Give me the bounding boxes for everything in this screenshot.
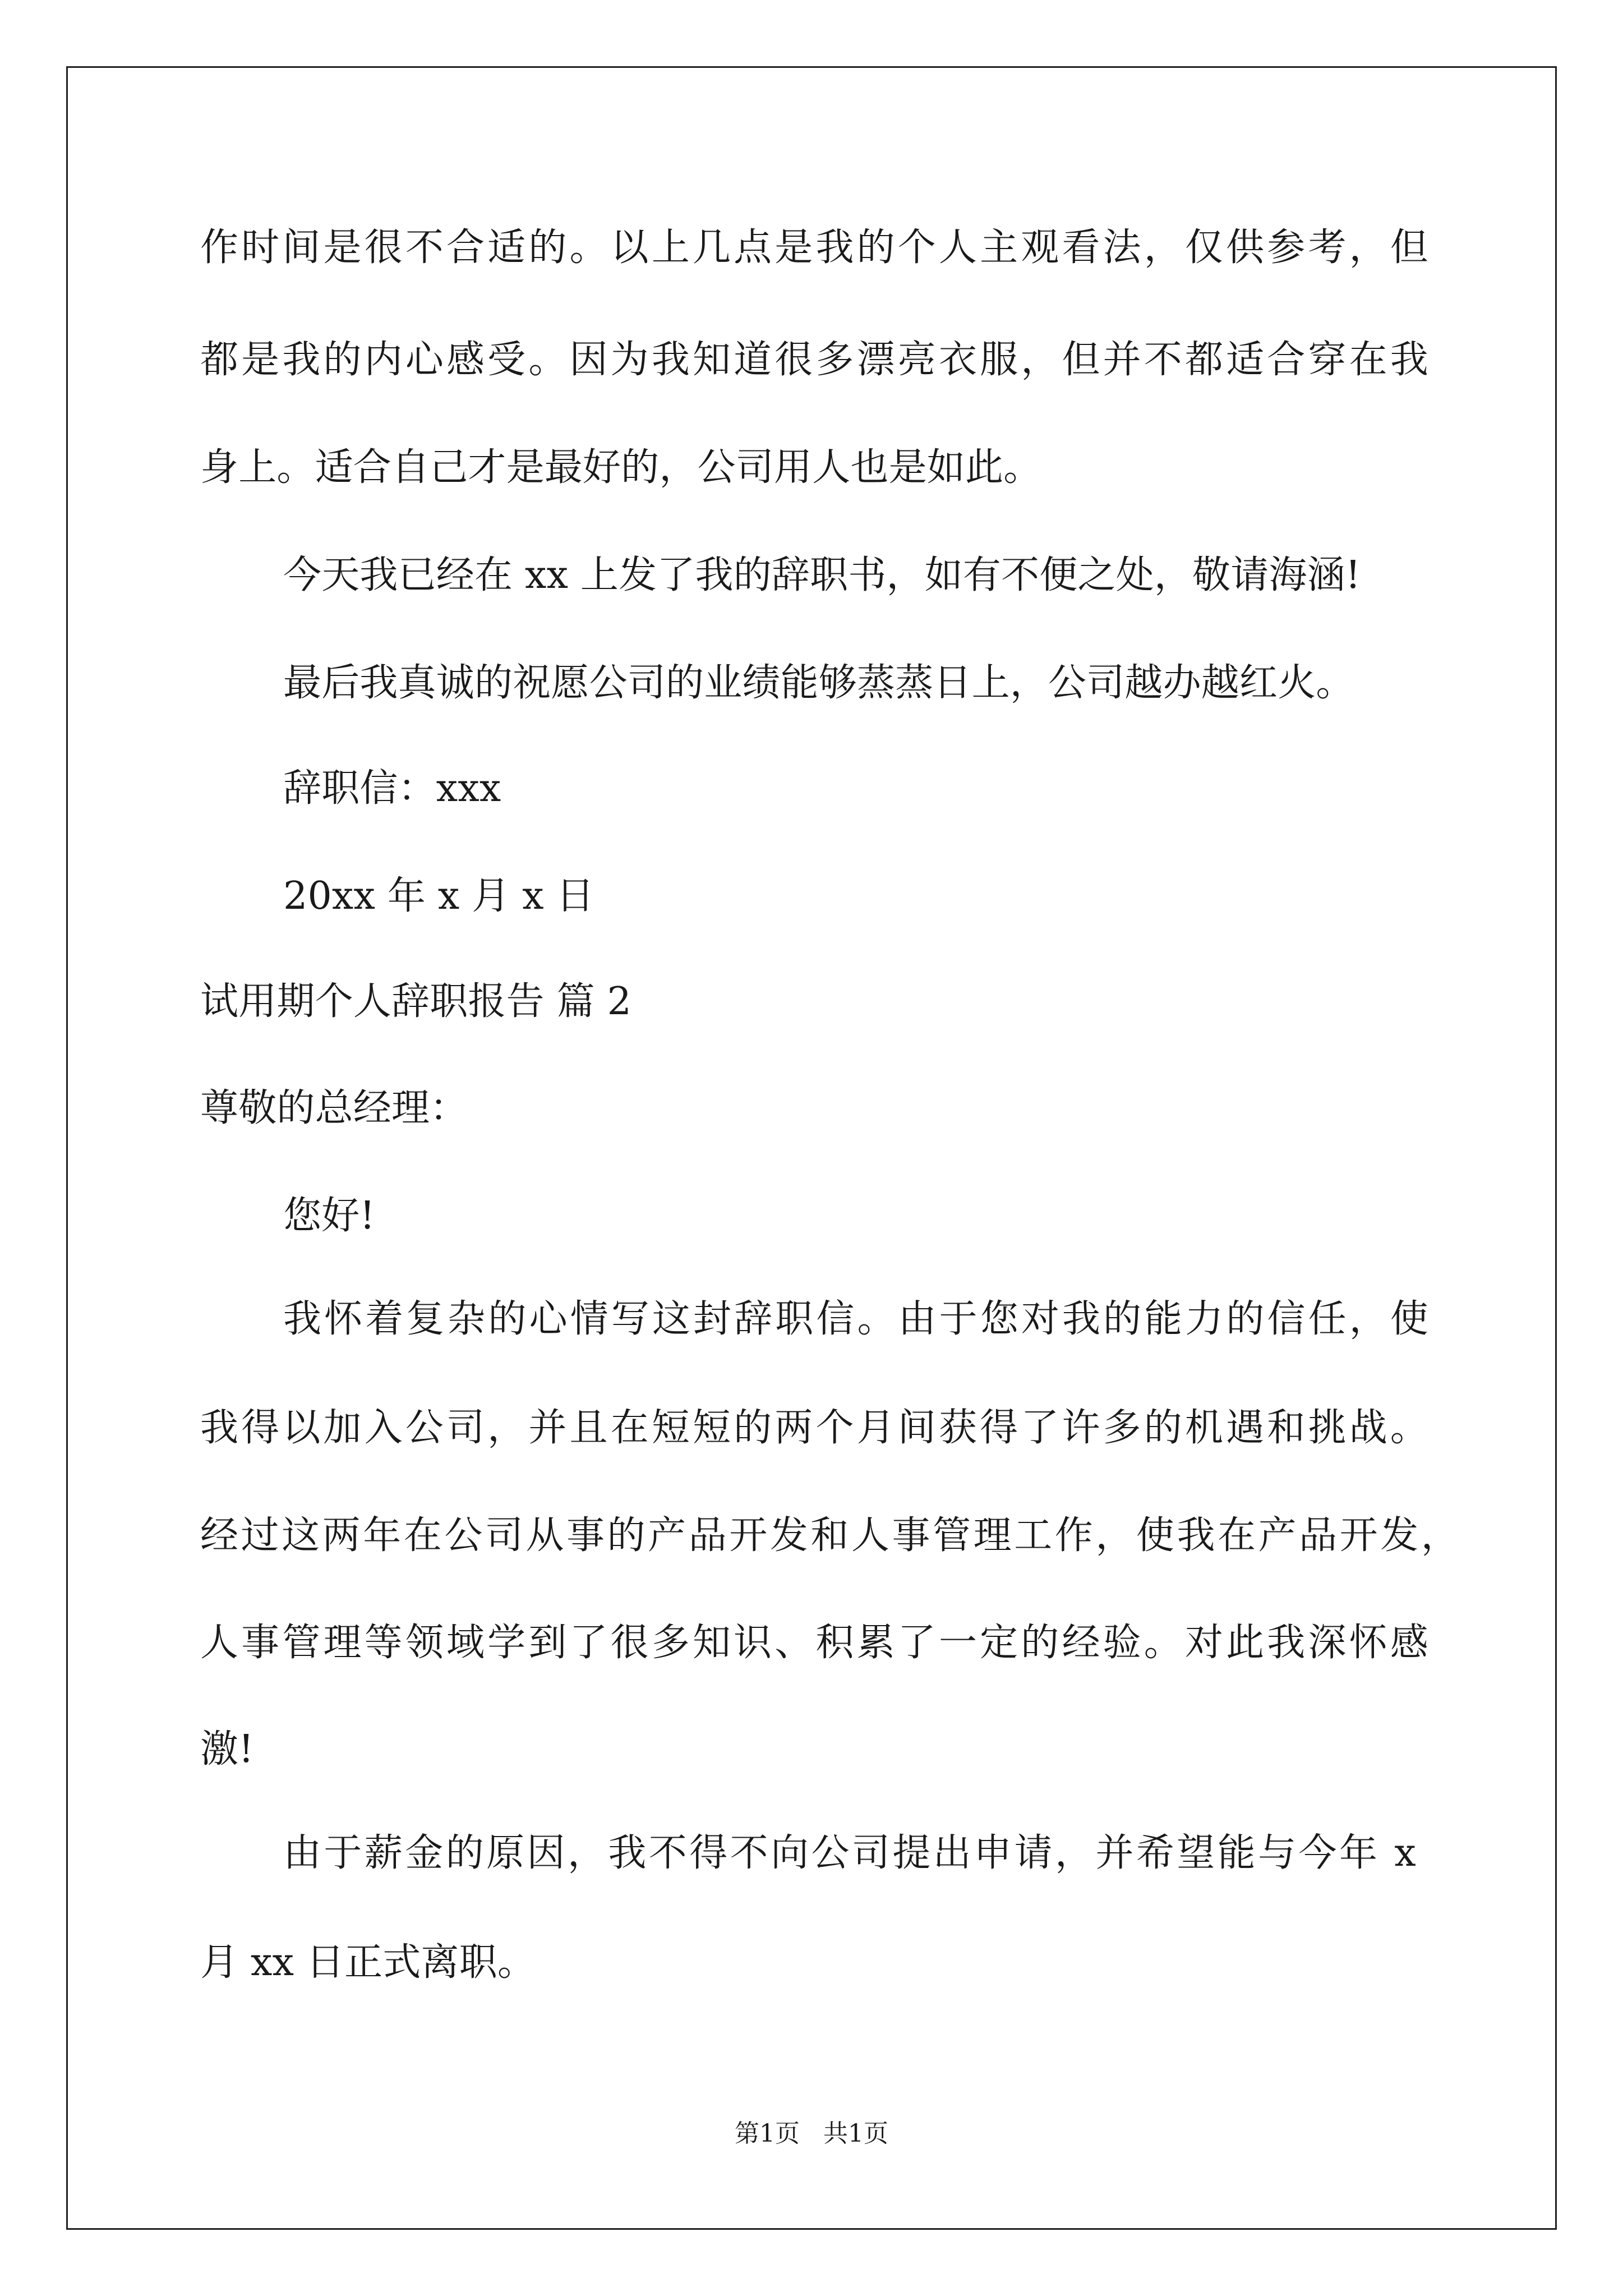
body-text-line: 都是我的内心感受。因为我知道很多漂亮衣服，但并不都适合穿在我 [200, 338, 1428, 382]
body-text-line: 今天我已经在 xx 上发了我的辞职书，如有不便之处，敬请海涵! [283, 553, 1361, 597]
section-heading: 试用期个人辞职报告 篇 2 [200, 979, 632, 1024]
page-border [66, 66, 1557, 2230]
page-number-footer: 第1页 共1页 [735, 2119, 888, 2148]
body-text-line: 人事管理等领域学到了很多知识、积累了一定的经验。对此我深怀感 [200, 1621, 1428, 1665]
signature-line: 辞职信：xxx [283, 766, 501, 811]
greeting: 您好! [283, 1194, 375, 1238]
body-text-line: 我得以加入公司，并且在短短的两个月间获得了许多的机遇和挑战。 [200, 1406, 1428, 1450]
body-text-line: 月 xx 日正式离职。 [200, 1940, 536, 1985]
body-text-line: 我怀着复杂的心情写这封辞职信。由于您对我的能力的信任，使 [283, 1297, 1428, 1341]
body-text-line: 经过这两年在公司从事的产品开发和人事管理工作，使我在产品开发， [200, 1513, 1459, 1558]
body-text-line: 由于薪金的原因，我不得不向公司提出申请，并希望能与今年 x [283, 1831, 1416, 1875]
body-text-line: 激! [200, 1727, 254, 1772]
salutation: 尊敬的总经理： [200, 1086, 468, 1130]
body-text-line: 作时间是很不合适的。以上几点是我的个人主观看法，仅供参考，但 [200, 226, 1428, 270]
body-text-line: 最后我真诚的祝愿公司的业绩能够蒸蒸日上，公司越办越红火。 [283, 661, 1354, 705]
date-line: 20xx 年 x 月 x 日 [283, 874, 594, 918]
body-text-line: 身上。适合自己才是最好的，公司用人也是如此。 [200, 445, 1042, 490]
